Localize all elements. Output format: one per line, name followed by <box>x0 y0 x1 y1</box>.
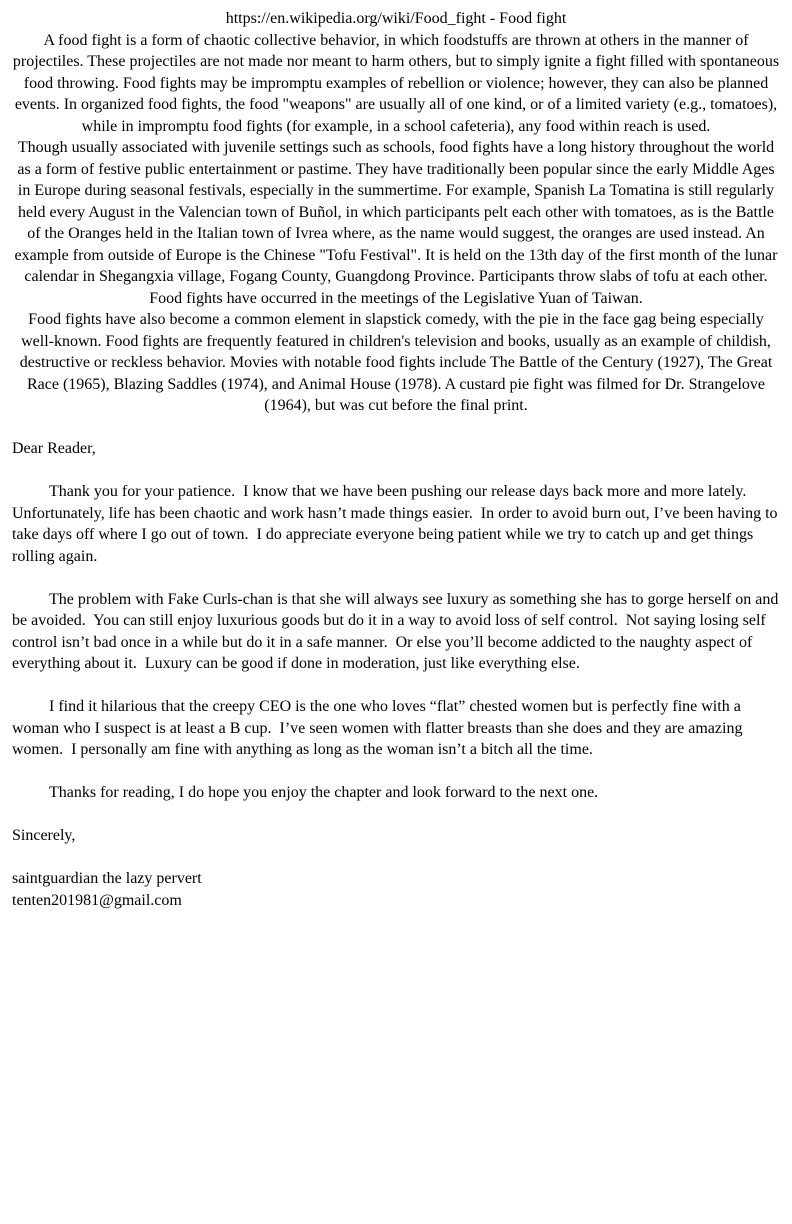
wiki-excerpt-section <box>12 8 780 417</box>
letter-salutation: Dear Reader, <box>12 440 96 457</box>
wiki-paragraph-4: Food fights have also become a common element in slapstick comedy, with the pie in the face gag being especially well-known. Food fights are frequently featured in children's television and books, usually as an example of childish, destructive or reckless behavior. Movies with notable food fights include The Battle of the Century (1927), The Great Race (1965), Blazing Saddles (1974), and Animal House (1978). A custard pie fight was filmed for Dr. Strangelove (1964), but was cut before the final print. <box>19 311 773 414</box>
letter-paragraph-3: I find it hilarious that the creepy CEO is the one who loves “flat” chested women but is perfectly fine with a woman who I suspect is at least a B cup. I’ve seen women with flatter breasts than she does and they are amazing women. I personally am fine with anything as long as the woman isn’t a bitch all the time. <box>12 698 747 758</box>
letter-closing: Sincerely, <box>12 827 76 844</box>
letter-paragraph-1: Thank you for your patience. I know that we have been pushing our release days back more and more lately. Unfortunately, life has been chaotic and work hasn’t made things easier. In order to avoid burn out, I’ve been having to take days off where I go out of town. I do appreciate everyone being patient while we try to catch up and get things rolling again. <box>12 483 782 565</box>
letter-paragraph-2: The problem with Fake Curls-chan is that she will always see luxury as something she has to gorge herself on and be avoided. You can still enjoy luxurious goods but do it in a way to avoid loss of self control. Not saying losing self control isn’t bad once in a while but do it in a safe manner. Or else you’ll become addicted to the naughty aspect of everything about it. Luxury can be good if done in moderation, just like everything else. <box>12 590 783 672</box>
wiki-paragraph-3: Food fights have occurred in the meetings of the Legislative Yuan of Taiwan. <box>149 289 643 307</box>
wiki-paragraph-2: Though usually associated with juvenile settings such as schools, food fights have a long history throughout the world as a form of festive public entertainment or pastime. They have traditionally been popular since the early Middle Ages in Europe during seasonal festivals, especially in the summertime. For example, Spanish La Tomatina is still regularly held every August in the Valencian town of Buñol, in which participants pelt each other with tomatoes, as is the Battle of the Oranges held in the Italian town of Ivrea where, as the name would suggest, the oranges are used instead. An example from outside of Europe is the Chinese "Tofu Festival". It is held on the 13th day of the first month of the lunar calendar in Shegangxia village, Fogang County, Guangdong Province. Participants throw slabs of tofu at each other. <box>14 139 778 285</box>
letter-section <box>12 438 783 911</box>
signature-name: saintguardian the lazy pervert <box>12 870 202 887</box>
source-url-line: https://en.wikipedia.org/wiki/Food_fight - Food fight <box>225 10 567 27</box>
signature-email: tenten201981@gmail.com <box>12 891 182 909</box>
wiki-paragraph-1: A food fight is a form of chaotic collective behavior, in which foodstuffs are thrown at others in the manner of projectiles. These projectiles are not made nor meant to harm others, but to simply ignite a fight filled with spontaneous food throwing. Food fights may be impromptu examples of rebellion or violence; however, they can also be planned events. In organized food fights, the food "weapons" are usually all of one kind, or of a limited variety (e.g., tomatoes), while in impromptu food fights (for example, in a school cafeteria), any food within reach is used. <box>12 31 780 135</box>
letter-paragraph-4: Thanks for reading, I do hope you enjoy the chapter and look forward to the next one. <box>49 784 599 801</box>
